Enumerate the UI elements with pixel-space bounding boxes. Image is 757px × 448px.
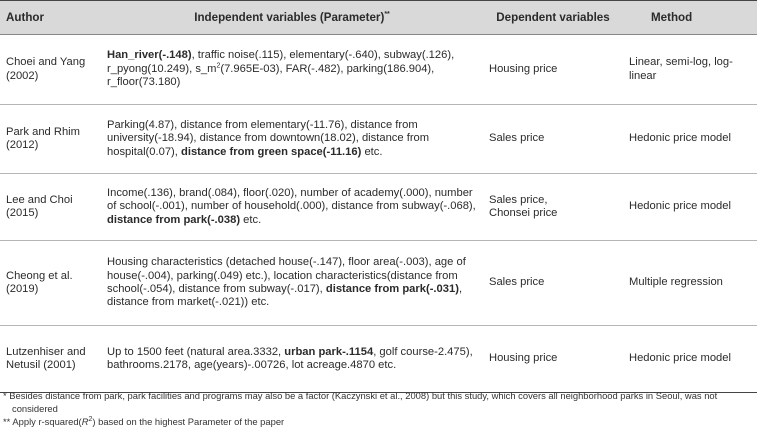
dependent-line: Chonsei price xyxy=(489,207,558,219)
independent-variables-cell xyxy=(101,105,483,174)
variables-text: , distance from market(-.021)) etc. xyxy=(107,283,463,309)
method-cell: Linear, semi-log, log-linear xyxy=(623,35,757,105)
variables-text: Income(.136), brand(.084), floor(.020), number of academy(.000), number of school(-.001), number of household(.000), distance from subway(-.068), xyxy=(107,186,476,213)
independent-variables-cell xyxy=(101,174,483,241)
method-cell: Hedonic price model xyxy=(623,105,757,174)
superscript: 2 xyxy=(216,62,221,70)
author-cell: Choei and Yang (2002) xyxy=(0,35,101,105)
dependent-variable-cell: Housing price xyxy=(483,326,623,393)
independent-header-text: Independent variables (Parameter) xyxy=(194,10,385,24)
variables-text: Parking(4.87), distance from elementary(-11.76), distance from university(-18.94), distance from downtown(18.02), distance from hospital(0.07), xyxy=(107,118,430,158)
independent-variables-cell xyxy=(101,241,483,326)
method-column-header: Method xyxy=(623,1,757,35)
variables-text: etc. xyxy=(361,145,383,158)
method-cell: Multiple regression xyxy=(623,241,757,326)
table-row xyxy=(0,174,757,241)
footnote-2-text: ) based on the highest Parameter of the paper xyxy=(92,416,285,427)
table-row xyxy=(0,105,757,174)
method-cell: Hedonic price model xyxy=(623,326,757,393)
variables-text: Up to 1500 feet (natural area.3332, xyxy=(107,345,285,358)
variables-text: , golf course-2.475), bathrooms.2178, age(years)-.00726, lot acreage.4870 etc. xyxy=(107,345,473,371)
footnote-2-text: ** Apply r-squared( xyxy=(3,416,82,427)
header-row xyxy=(0,1,757,35)
highlighted-variable: distance from park(-.031) xyxy=(325,283,459,295)
variables-text: etc. xyxy=(240,213,262,226)
dependent-variable-cell: Sales price xyxy=(483,105,623,174)
author-cell: Cheong et al. (2019) xyxy=(0,241,101,326)
highlighted-variable: distance from park(-.038) xyxy=(107,213,241,226)
footnote-1: * Besides distance from park, park facilities and programs may also be a factor (Kaczynski et al., 2008) but this study, which covers all neighborhood parks in Seoul, was not considered xyxy=(3,390,718,414)
author-cell: Lutzenhiser and Netusil (2001) xyxy=(0,326,101,393)
method-cell: Hedonic price model xyxy=(623,174,757,241)
independent-variables-column-header xyxy=(101,1,483,35)
highlighted-variable: urban park-.1154 xyxy=(284,345,374,358)
dependent-variables-column-header: Dependent variables xyxy=(483,1,623,35)
highlighted-variable: Han_river(-.148) xyxy=(107,49,192,62)
highlighted-variable: distance from green space(-11.16) xyxy=(181,145,362,158)
dependent-line: Sales price, xyxy=(489,193,548,206)
independent-variables-cell xyxy=(101,326,483,393)
variables-text: Housing characteristics (detached house(-.147), floor area(-.003), age of house(-.004), parking(.049) etc.), location characteristics(distance from school(-.054), distance from subway(-.017), xyxy=(107,256,466,295)
independent-variables-cell xyxy=(101,35,483,105)
dependent-variable-cell xyxy=(483,174,623,241)
table-footnotes xyxy=(3,389,753,428)
independent-header-footnote-mark: ** xyxy=(384,10,390,18)
table-body xyxy=(0,35,757,393)
author-cell: Park and Rhim (2012) xyxy=(0,105,101,174)
table-row xyxy=(0,241,757,326)
footnote-2-italic: R xyxy=(81,416,89,427)
table-row xyxy=(0,326,757,393)
table-row xyxy=(0,35,757,105)
dependent-variable-cell: Housing price xyxy=(483,35,623,105)
author-cell: Lee and Choi (2015) xyxy=(0,174,101,241)
variables-text: (7.965E-03), FAR(-.482), parking(186.904), r_floor(73.180) xyxy=(107,62,435,89)
variables-text: , traffic noise(.115), elementary(-.640), subway(.126), r_pyong(10.249), s_m xyxy=(107,49,455,75)
footnote-2 xyxy=(3,415,753,428)
table-header xyxy=(0,1,757,35)
footnote-2-superscript: 2 xyxy=(88,415,93,423)
author-column-header: Author xyxy=(0,1,101,35)
dependent-variable-cell: Sales price xyxy=(483,241,623,326)
